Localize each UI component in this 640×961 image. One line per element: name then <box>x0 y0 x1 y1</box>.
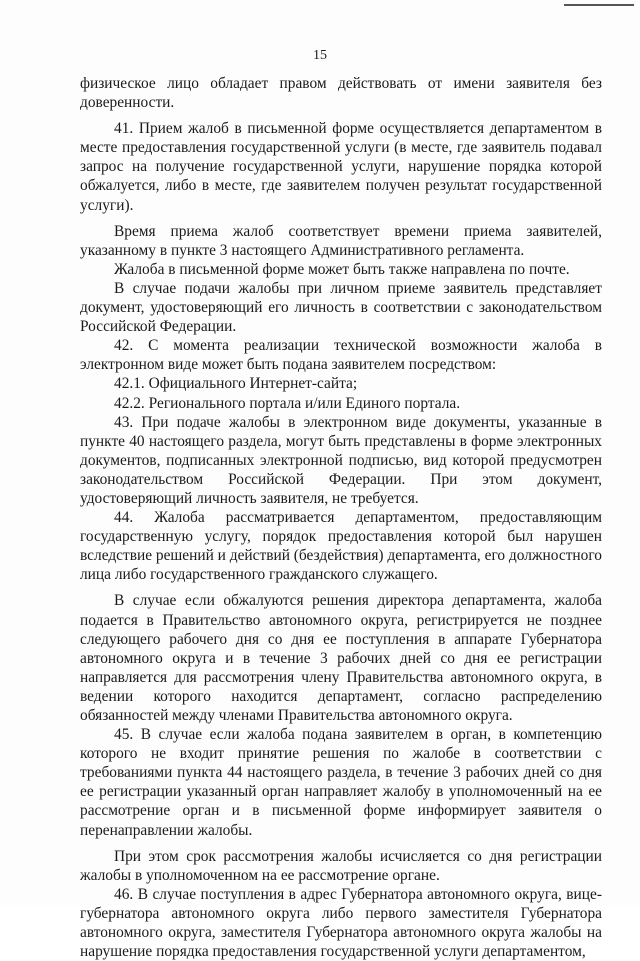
paragraph-44: 44. Жалоба рассматривается департаментом, предоставляющим государственную услугу, порядок предоставления которой был нарушен вследствие решений и действий (бездействия) департамента, его должностного лица либо государственного гражданского служащего. <box>80 509 602 584</box>
paragraph-45: 45. В случае если жалоба подана заявителем в орган, в компетенцию которого не входит принятие решения по жалобе в соответствии с требованиями пункта 44 настоящего раздела, в течение 3 рабочих дней со дня ее регистрации указанный орган направляет жалобу в уполномоченный на ее рассмотрение орган и в письменной форме информирует заявителя о перенаправлении жалобы. <box>80 726 602 839</box>
paragraph-director-complaint: В случае если обжалуются решения директора департамента, жалоба подается в Правительство автономного округа, регистрируется не позднее следующего рабочего дня со дня ее поступления в аппарате Губернатора автономного округа и в течение 3 рабочих дней со дня ее регистрации направляется для рассмотрения члену Правительства автономного округа, в ведении которого находится департамент, согласно распределению обязанностей между членами Правительства автономного округа. <box>80 592 602 724</box>
paragraph-reception-time: Время приема жалоб соответствует времени приема заявителей, указанному в пункте 3 настоящего Административного регламента. <box>80 222 602 259</box>
paragraph-46: 46. В случае поступления в адрес Губернатора автономного округа, вице-губернатора автономного округа либо первого заместителя Губернатора автономного округа, заместителя Губернатора автономного округа жалобы на нарушение порядка предоставления государственной услуги департаментом, <box>80 885 602 961</box>
page-number: 15 <box>313 48 327 63</box>
paragraph-personal-reception: В случае подачи жалобы при личном приеме заявитель представляет документ, удостоверяющий его личность в соответствии с законодательством Российской Федерации. <box>80 279 602 336</box>
paragraph-review-term: При этом срок рассмотрения жалобы исчисляется со дня регистрации жалобы в уполномоченном на ее рассмотрение органе. <box>80 847 602 884</box>
paragraph-continuation: физическое лицо обладает правом действовать от имени заявителя без доверенности. <box>80 75 602 112</box>
paragraph-42-1: 42.1. Официального Интернет-сайта; <box>114 375 358 393</box>
paragraph-42-2: 42.2. Регионального портала и/или Единого портала. <box>114 394 461 412</box>
document-body <box>80 74 602 961</box>
scan-edge-mark <box>564 4 634 6</box>
paragraph-postal: Жалоба в письменной форме может быть также направлена по почте. <box>114 260 570 278</box>
paragraph-42: 42. С момента реализации технической возможности жалоба в электронном виде может быть подана заявителем посредством: <box>80 337 602 374</box>
paragraph-41: 41. Прием жалоб в письменной форме осуществляется департаментом в месте предоставления государственной услуги (в месте, где заявитель подавал запрос на получение государственной услуги, нарушение порядка которой обжалуется, либо в месте, где заявителем получен результат государственной услуги). <box>80 120 602 214</box>
paragraph-43: 43. При подаче жалобы в электронном виде документы, указанные в пункте 40 настоящего раздела, могут быть представлены в форме электронных документов, подписанных электронной подписью, вид которой предусмотрен законодательством Российской Федерации. При этом документ, удостоверяющий личность заявителя, не требуется. <box>80 413 602 507</box>
